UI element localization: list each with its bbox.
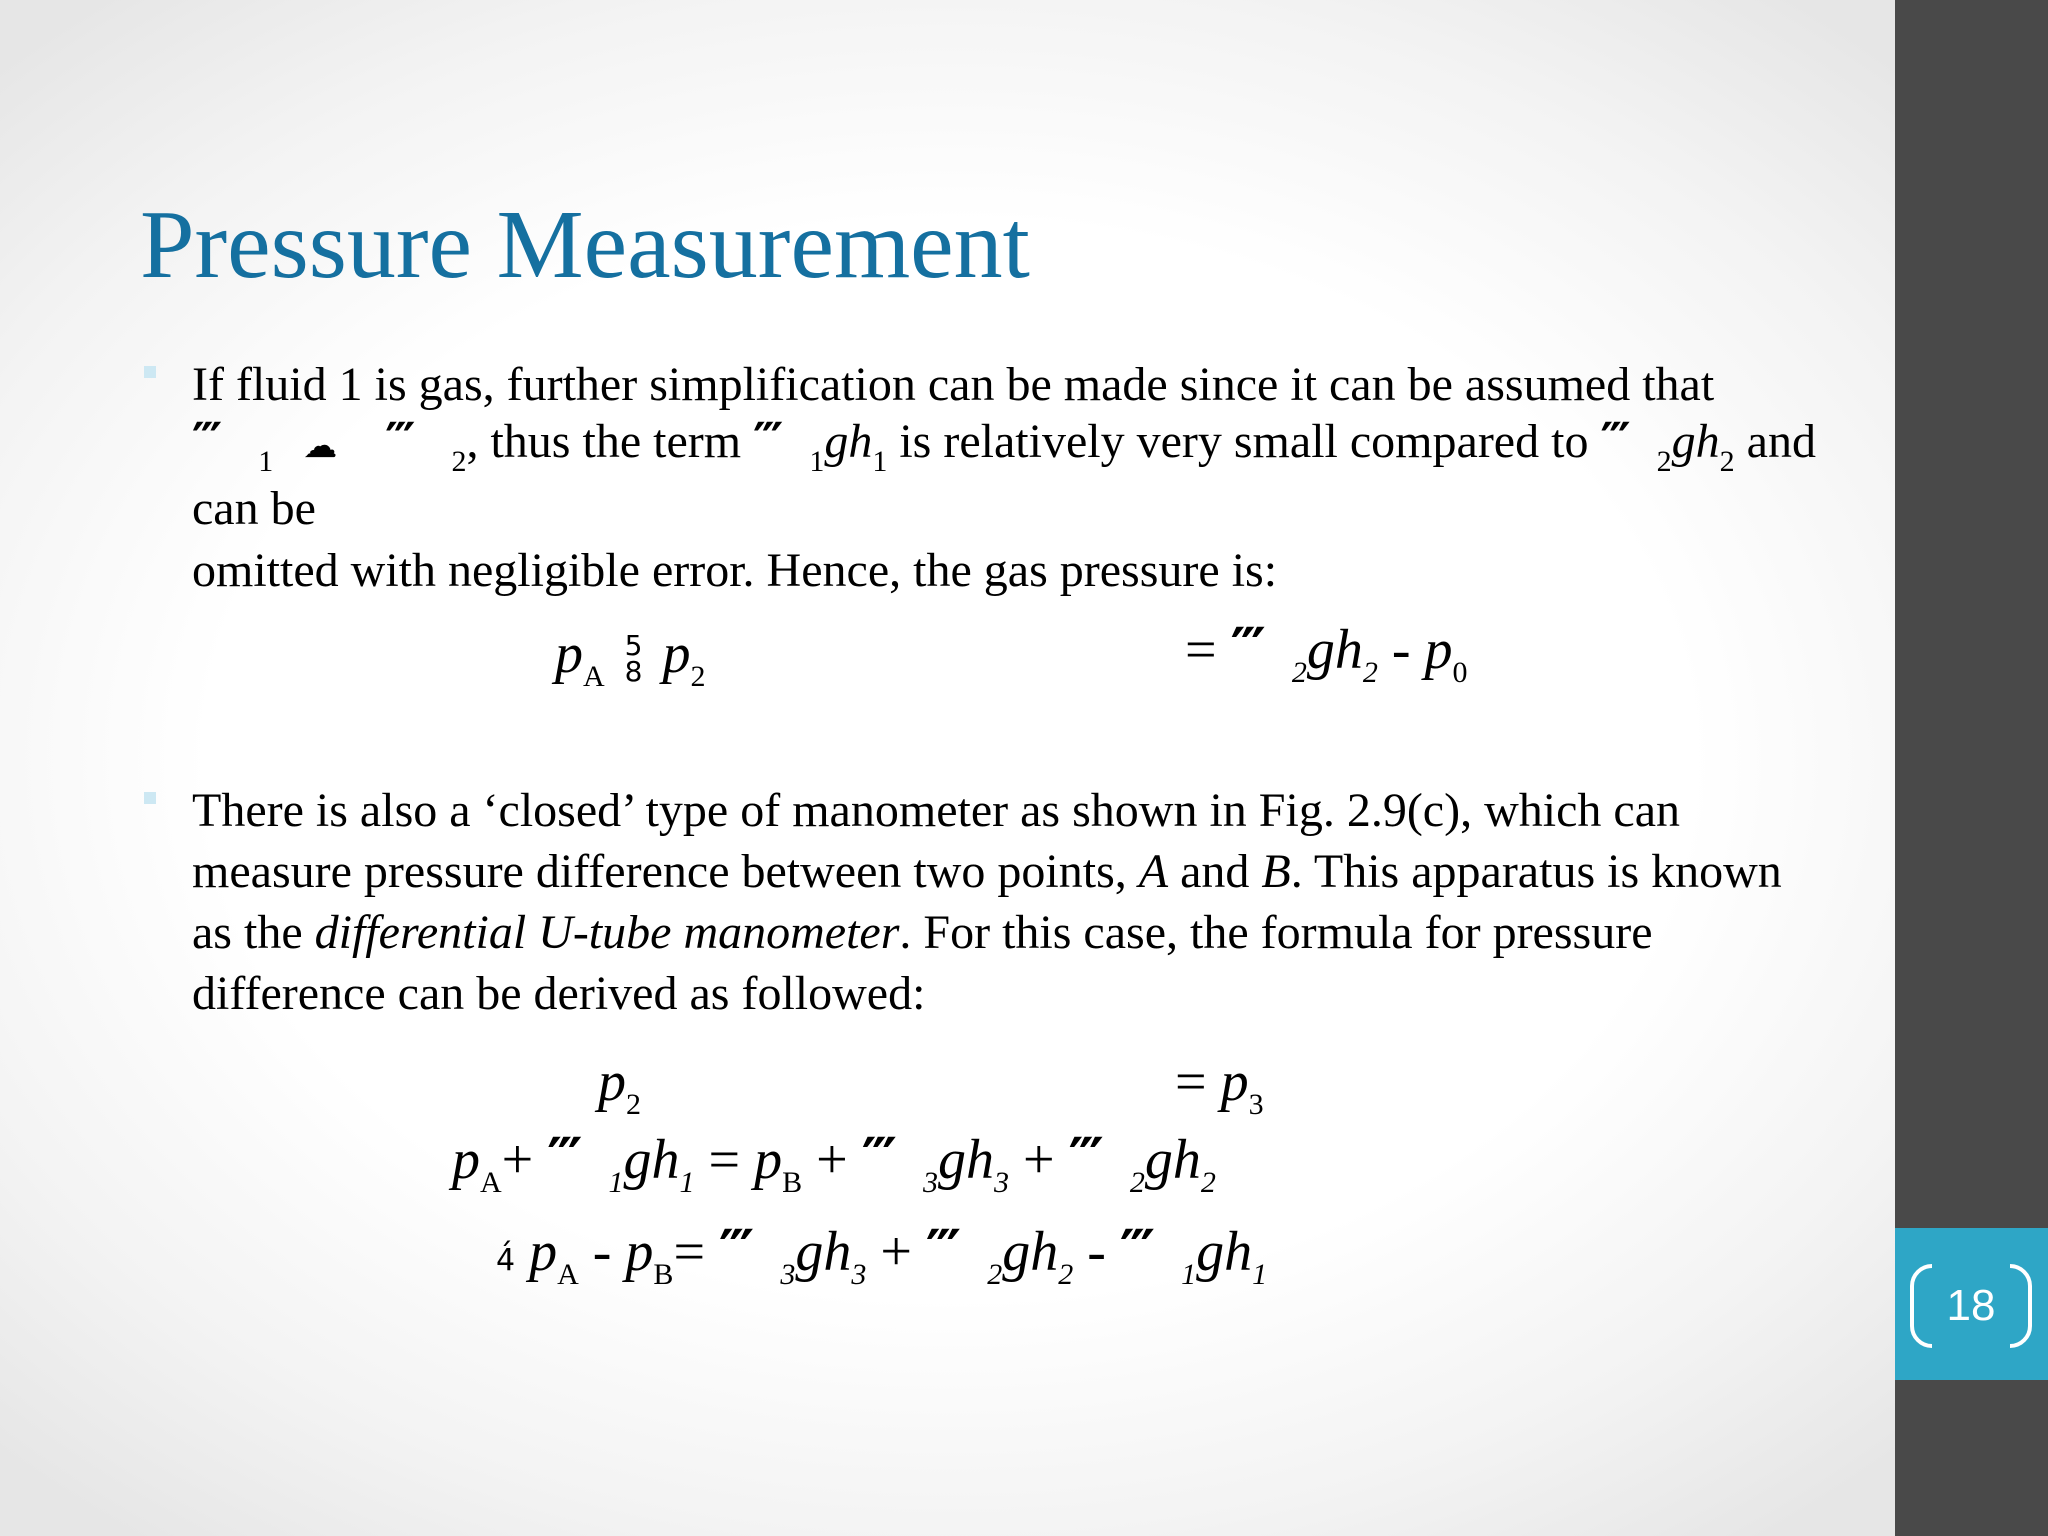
equation-manometer-balance: $p_A+$ ‴ $_1gh_1 = p_B$ + ‴ $_3gh_3$ + ‴ $_2gh_2$	[452, 1127, 1216, 1199]
cloud-icon: ☁	[303, 426, 338, 466]
bullet2-line2: measure pressure difference between two points, A and B. This apparatus is known	[192, 845, 1782, 898]
equation-p2-left: $p_2$	[598, 1051, 641, 1121]
equation-p3-right: = $p_3$	[1175, 1051, 1264, 1121]
bullet1-line4: omitted with negligible error. Hence, the gas pressure is:	[192, 544, 1278, 597]
bullet2-line4: difference can be derived as followed:	[192, 967, 926, 1020]
equation-gas-pressure-rhs: = ‴ $_2gh_2 - p_0$	[1185, 617, 1468, 689]
bullet1-line1: If fluid 1 is gas, further simplification can be made since it can be assumed that	[192, 358, 1715, 411]
bullet-marker	[144, 366, 156, 378]
bullet2-line3: as the differential U-tube manometer. For this case, the formula for pressure	[192, 906, 1653, 959]
equation-pressure-difference: 4́ $p_A - p_B=$ ‴ $_3gh_3$ + ‴ $_2gh_2$ - ‴ $_1gh_1$	[496, 1219, 1268, 1291]
equation-gas-pressure-lhs: $p_A$ 5 8 $p_2$	[555, 623, 706, 693]
slide-title: Pressure Measurement	[140, 191, 1030, 299]
page-number: 18	[1946, 1281, 1996, 1330]
bullet1-line3: can be	[192, 482, 316, 535]
bullet1-line2: ‴ $_1$ ☁ ‴ $_2$, thus the term ‴ $_1gh_1$ is relatively very small compared to ‴ $_2gh_2$ and	[192, 413, 1816, 478]
bullet-marker	[144, 792, 156, 804]
bullet2-line1: There is also a ‘closed’ type of manometer as shown in Fig. 2.9(c), which can	[192, 784, 1680, 837]
